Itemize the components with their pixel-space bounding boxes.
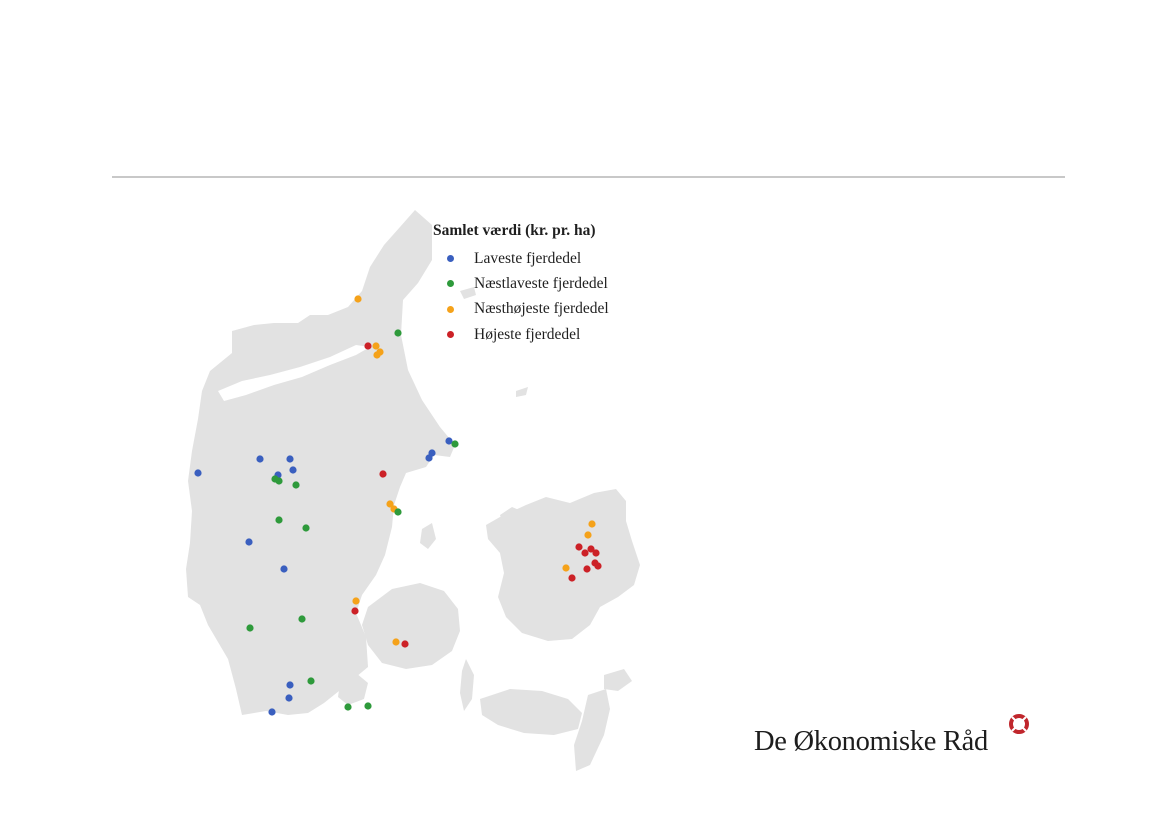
brand-name: De Økonomiske Råd [754, 726, 988, 757]
map-point [364, 702, 371, 709]
lolland-landmass [480, 689, 582, 735]
falster-landmass [574, 689, 610, 771]
legend-label: Næsthøjeste fjerdedel [474, 300, 609, 318]
map-point [286, 455, 293, 462]
map-point [194, 469, 201, 476]
map-point [568, 574, 575, 581]
map-point [392, 638, 399, 645]
map-point [373, 351, 380, 358]
map-point [451, 440, 458, 447]
legend-label: Laveste fjerdedel [474, 249, 582, 267]
map-point [394, 508, 401, 515]
legend-item-naesthoejeste [433, 297, 609, 322]
map-point [364, 342, 371, 349]
map-point [588, 520, 595, 527]
anholt-landmass [516, 387, 528, 397]
legend-item-laveste [433, 246, 609, 271]
map-point [584, 531, 591, 538]
legend-title: Samlet værdi (kr. pr. ha) [433, 222, 596, 239]
map-point [285, 694, 292, 701]
map-point [351, 607, 358, 614]
map-point [594, 562, 601, 569]
map-point [562, 564, 569, 571]
legend-label: Næstlaveste fjerdedel [474, 274, 608, 292]
map-point [245, 538, 252, 545]
legend-dot-green [447, 280, 454, 287]
langeland-landmass [460, 659, 474, 711]
legend-dot-red [447, 331, 454, 338]
map-point [292, 481, 299, 488]
lifebuoy-icon [1009, 714, 1029, 734]
map-point [256, 455, 263, 462]
map-point [379, 470, 386, 477]
map-legend [433, 222, 609, 347]
map-point [575, 543, 582, 550]
map-point [425, 454, 432, 461]
legend-label: Højeste fjerdedel [474, 325, 581, 343]
header-divider [112, 176, 1065, 178]
map-point [280, 565, 287, 572]
map-point [289, 466, 296, 473]
legend-item-naestlaveste [433, 271, 609, 296]
legend-dot-blue [447, 255, 454, 262]
map-point [307, 677, 314, 684]
map-point [268, 708, 275, 715]
map-point [352, 597, 359, 604]
map-point [592, 549, 599, 556]
map-point [344, 703, 351, 710]
map-point [401, 640, 408, 647]
map-point [246, 624, 253, 631]
map-point [354, 295, 361, 302]
map-point [302, 524, 309, 531]
map-point [275, 516, 282, 523]
map-point [581, 549, 588, 556]
map-point [372, 342, 379, 349]
map-point [583, 565, 590, 572]
map-point [394, 329, 401, 336]
samsoe-landmass [420, 523, 436, 549]
funen-landmass [362, 583, 460, 669]
map-point [275, 477, 282, 484]
legend-dot-orange [447, 306, 454, 313]
moen-landmass [604, 669, 632, 691]
map-point [298, 615, 305, 622]
legend-item-hoejeste [433, 322, 609, 347]
map-point [286, 681, 293, 688]
